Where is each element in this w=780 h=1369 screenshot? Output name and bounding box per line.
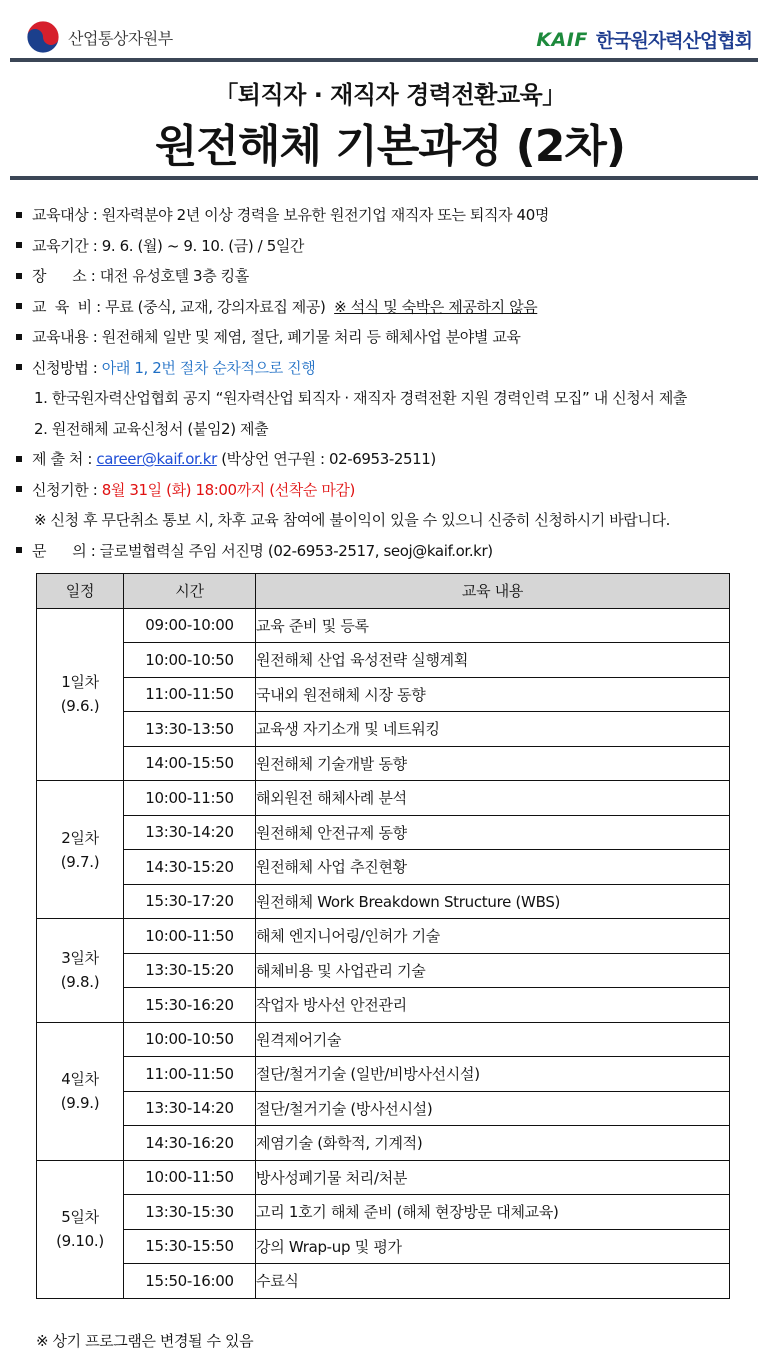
kaif-logo bbox=[536, 26, 752, 53]
table-row bbox=[37, 988, 730, 1023]
bullet-icon bbox=[16, 273, 22, 279]
table-row bbox=[37, 1126, 730, 1161]
bottom-divider bbox=[10, 176, 758, 180]
bullet-icon bbox=[16, 242, 22, 248]
info-method: 신청방법 : 아래 1, 2번 절차 순차적으로 진행 bbox=[14, 353, 774, 384]
content-cell: 방사성폐기물 처리/처분 bbox=[256, 1160, 730, 1195]
day-cell-2: 2일차 (9.7.) bbox=[37, 781, 124, 919]
top-divider bbox=[10, 58, 758, 62]
content-cell: 교육생 자기소개 및 네트워킹 bbox=[256, 712, 730, 747]
table-row bbox=[37, 643, 730, 678]
content-cell: 교육 준비 및 등록 bbox=[256, 608, 730, 643]
time-cell: 10:00-11:50 bbox=[124, 1160, 256, 1195]
day-cell-4: 4일차 (9.9.) bbox=[37, 1022, 124, 1160]
kaif-mark: KAIF bbox=[536, 28, 588, 51]
header-schedule: 일정 bbox=[37, 574, 124, 609]
bullet-icon bbox=[16, 486, 22, 492]
time-cell: 13:30-13:50 bbox=[124, 712, 256, 747]
table-row bbox=[37, 1195, 730, 1230]
government-logo bbox=[26, 20, 173, 54]
day-cell-3: 3일차 (9.8.) bbox=[37, 919, 124, 1023]
table-row bbox=[37, 781, 730, 816]
table-row bbox=[37, 919, 730, 954]
government-name: 산업통상자원부 bbox=[68, 28, 173, 48]
time-cell: 10:00-10:50 bbox=[124, 1022, 256, 1057]
time-cell: 10:00-10:50 bbox=[124, 643, 256, 678]
content-cell: 해체비용 및 사업관리 기술 bbox=[256, 953, 730, 988]
content-cell: 고리 1호기 해체 준비 (해체 현장방문 대체교육) bbox=[256, 1195, 730, 1230]
content-cell: 절단/철거기술 (방사선시설) bbox=[256, 1091, 730, 1126]
table-row bbox=[37, 815, 730, 850]
time-cell: 15:50-16:00 bbox=[124, 1264, 256, 1299]
submit-email-link[interactable]: career@kaif.or.kr bbox=[96, 450, 217, 468]
time-cell: 15:30-17:20 bbox=[124, 884, 256, 919]
content-cell: 원전해체 사업 추진현황 bbox=[256, 850, 730, 885]
time-cell: 10:00-11:50 bbox=[124, 781, 256, 816]
content-cell: 원전해체 기술개발 동향 bbox=[256, 746, 730, 781]
content-cell: 해외원전 해체사례 분석 bbox=[256, 781, 730, 816]
info-target: 교육대상 : 원자력분야 2년 이상 경력을 보유한 원전기업 재직자 또는 퇴직자 40명 bbox=[14, 200, 774, 231]
day-cell-5: 5일차 (9.10.) bbox=[37, 1160, 124, 1298]
bullet-icon bbox=[16, 303, 22, 309]
content-cell: 원전해체 안전규제 동향 bbox=[256, 815, 730, 850]
table-header-row bbox=[37, 574, 730, 609]
bullet-icon bbox=[16, 334, 22, 340]
table-row bbox=[37, 1091, 730, 1126]
table-row bbox=[37, 1057, 730, 1092]
time-cell: 15:30-15:50 bbox=[124, 1229, 256, 1264]
content-cell: 해체 엔지니어링/인허가 기술 bbox=[256, 919, 730, 954]
method-step-2: 2. 원전해체 교육신청서 (붙임2) 제출 bbox=[34, 419, 269, 438]
table-row bbox=[37, 1229, 730, 1264]
info-deadline: 신청기한 : 8월 31일 (화) 18:00까지 (선착순 마감) bbox=[14, 475, 774, 506]
bullet-icon bbox=[16, 212, 22, 218]
time-cell: 13:30-14:20 bbox=[124, 1091, 256, 1126]
day-cell-1: 1일차 (9.6.) bbox=[37, 608, 124, 781]
time-cell: 15:30-16:20 bbox=[124, 988, 256, 1023]
method-value: 아래 1, 2번 절차 순차적으로 진행 bbox=[101, 358, 316, 377]
info-place: 장 소 : 대전 유성호텔 3층 킹홀 bbox=[14, 261, 774, 292]
bullet-icon bbox=[16, 547, 22, 553]
content-cell: 절단/철거기술 (일반/비방사선시설) bbox=[256, 1057, 730, 1092]
footnote: ※ 상기 프로그램은 변경될 수 있음 bbox=[36, 1332, 254, 1350]
table-row bbox=[37, 850, 730, 885]
table-row bbox=[37, 746, 730, 781]
content-cell: 강의 Wrap-up 및 평가 bbox=[256, 1229, 730, 1264]
kaif-name: 한국원자력산업협회 bbox=[595, 30, 752, 52]
fee-note: ※ 석식 및 숙박은 제공하지 않음 bbox=[334, 297, 538, 316]
content-cell: 수료식 bbox=[256, 1264, 730, 1299]
info-inquiry: 문 의 : 글로벌협력실 주임 서진명 (02-6953-2517, seoj@kaif.or.kr) bbox=[14, 536, 774, 567]
time-cell: 13:30-15:20 bbox=[124, 953, 256, 988]
time-cell: 14:30-15:20 bbox=[124, 850, 256, 885]
course-info-list bbox=[14, 200, 774, 566]
info-fee: 교 육 비 : 무료 (중식, 교재, 강의자료집 제공) ※ 석식 및 숙박은 제공하지 않음 bbox=[14, 292, 774, 323]
time-cell: 10:00-11:50 bbox=[124, 919, 256, 954]
page-title: 원전해체 기본과정 (2차) bbox=[154, 121, 625, 172]
content-cell: 국내외 원전해체 시장 동향 bbox=[256, 677, 730, 712]
document-header bbox=[0, 0, 780, 60]
header-content: 교육 내용 bbox=[256, 574, 730, 609]
content-cell: 제염기술 (화학적, 기계적) bbox=[256, 1126, 730, 1161]
time-cell: 09:00-10:00 bbox=[124, 608, 256, 643]
page-subtitle: 「퇴직자 · 재직자 경력전환교육」 bbox=[214, 81, 566, 109]
info-period: 교육기간 : 9. 6. (월) ~ 9. 10. (금) / 5일간 bbox=[14, 231, 774, 262]
content-cell: 원격제어기술 bbox=[256, 1022, 730, 1057]
method-step-1: 1. 한국원자력산업협회 공지 “원자력산업 퇴직자 · 재직자 경력전환 지원 경력인력 모집” 내 신청서 제출 bbox=[34, 389, 688, 407]
schedule-table bbox=[36, 573, 730, 1299]
table-row bbox=[37, 1160, 730, 1195]
content-cell: 원전해체 산업 육성전략 실행계획 bbox=[256, 643, 730, 678]
table-row bbox=[37, 677, 730, 712]
table-row bbox=[37, 884, 730, 919]
table-row bbox=[37, 1264, 730, 1299]
table-row bbox=[37, 953, 730, 988]
time-cell: 11:00-11:50 bbox=[124, 1057, 256, 1092]
time-cell: 13:30-15:30 bbox=[124, 1195, 256, 1230]
time-cell: 14:00-15:50 bbox=[124, 746, 256, 781]
bullet-icon bbox=[16, 456, 22, 462]
info-content: 교육내용 : 원전해체 일반 및 제염, 절단, 폐기물 처리 등 해체사업 분야별 교육 bbox=[14, 322, 774, 353]
taegeuk-emblem-icon bbox=[26, 20, 60, 54]
info-submit: 제 출 처 : career@kaif.or.kr (박상언 연구원 : 02-6953-2511) bbox=[14, 444, 774, 475]
deadline-note: ※ 신청 후 무단취소 통보 시, 차후 교육 참여에 불이익이 있을 수 있으니 신중히 신청하시기 바랍니다. bbox=[34, 511, 670, 529]
table-row bbox=[37, 712, 730, 747]
time-cell: 14:30-16:20 bbox=[124, 1126, 256, 1161]
table-row bbox=[37, 1022, 730, 1057]
content-cell: 원전해체 Work Breakdown Structure (WBS) bbox=[256, 884, 730, 919]
time-cell: 11:00-11:50 bbox=[124, 677, 256, 712]
table-row bbox=[37, 608, 730, 643]
header-time: 시간 bbox=[124, 574, 256, 609]
deadline-value: 8월 31일 (화) 18:00까지 (선착순 마감) bbox=[101, 480, 355, 499]
time-cell: 13:30-14:20 bbox=[124, 815, 256, 850]
content-cell: 작업자 방사선 안전관리 bbox=[256, 988, 730, 1023]
bullet-icon bbox=[16, 364, 22, 370]
